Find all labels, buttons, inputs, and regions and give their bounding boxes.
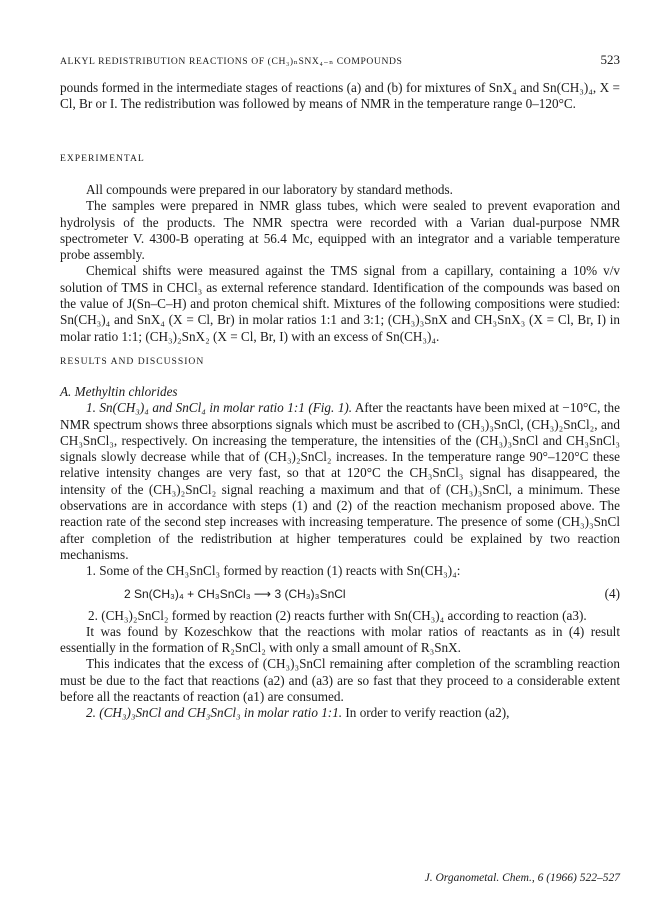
- running-header: [60, 54, 620, 70]
- experimental-paragraph-2: The samples were prepared in NMR glass tubes, which were sealed to prevent evaporation and hydrolysis of the products. The NMR spectra were recorded with a Varian dual-purpose NMR spectrometer V. 4300-B operating at 56.4 Mc, equipped with an integrator and a variable temperature probe assembly.: [60, 198, 620, 263]
- indicates-paragraph: This indicates that the excess of (CH₃)₃SnCl remaining after completion of the scrambling reaction must be due to the fact that reactions (a2) and (a3) are so fast that they proceed to a considerable extent before all the reactants of reaction (a1) are consumed.: [60, 656, 620, 705]
- mechanism-item-1: 1. Some of the CH₃SnCl₃ formed by reaction (1) reacts with Sn(CH₃)₄:: [86, 563, 461, 579]
- experimental-paragraph-1: All compounds were prepared in our laboratory by standard methods.: [86, 182, 453, 197]
- section-heading-results: RESULTS AND DISCUSSION: [60, 356, 205, 367]
- intro-paragraph: pounds formed in the intermediate stages of reactions (a) and (b) for mixtures of SnX₄ and Sn(CH₃)₄, X = Cl, Br or I. The redistribution was followed by means of NMR in the temperature range 0–120°C.: [60, 80, 620, 112]
- case-2-title: 2. (CH₃)₃SnCl and CH₃SnCl₃ in molar ratio 1:1.: [86, 705, 343, 721]
- case-1-title: 1. Sn(CH₃)₄ and SnCl₄ in molar ratio 1:1 (Fig. 1).: [86, 400, 353, 416]
- experimental-section: [60, 182, 620, 345]
- case-2-text: In order to verify reaction (a2),: [342, 705, 510, 721]
- equation-row: [60, 586, 620, 604]
- results-section: [60, 384, 620, 722]
- experimental-paragraph-3: Chemical shifts were measured against the TMS signal from a capillary, containing a 10% v/v solution of TMS in CHCl₃ as external reference standard. Identification of the compounds was based on the value of J(Sn–C–H) and proton chemical shift. Mixtures of the following compositions were studied: Sn(CH₃)₄ and SnX₄ (X = Cl, Br) in molar ratios 1:1 and 3:1; (CH₃)₃SnX and CH₃SnX₃ (X = Cl, Br, I) in molar ratio 1:1; (CH₃)₂SnX₂ (X = Cl, Br, I) with an excess of Sn(CH₃)₄.: [60, 263, 620, 344]
- subsection-heading: A. Methyltin chlorides: [60, 384, 178, 399]
- equation-number: (4): [604, 585, 620, 601]
- mechanism-item-2: 2. (CH₃)₂SnCl₂ formed by reaction (2) reacts further with Sn(CH₃)₄ according to reaction (a3).: [88, 607, 587, 623]
- page-number: 523: [600, 52, 620, 67]
- running-title: ALKYL REDISTRIBUTION REACTIONS OF (CH₃)ₙSNX₄₋ₙ COMPOUNDS: [60, 56, 403, 67]
- equation: 2 Sn(CH₃)₄ + CH₃SnCl₃ ⟶ 3 (CH₃)₃SnCl: [124, 586, 346, 601]
- case-1-text: After the reactants have been mixed at −10°C, the NMR spectrum shows three absorptions signals which must be ascribed to (CH₃)₃SnCl, (CH₃)₂SnCl₂, and CH₃SnCl₃, respectively. On increasing the temperature, the intensities of the (CH₃)₃SnCl and CH₃SnCl₃ signals slowly decrease while that of (CH₃)₂SnCl₂ increases. In the temperature range 90°–120°C these relative intensity changes are very fast, so that at 120°C the CH₃SnCl₃ signal has disappeared, the intensity of the (CH₃)₂SnCl₂ signal reaching a maximum and that of (CH₃)₃SnCl, a minimum. These observations are in accordance with steps (1) and (2) of the reaction mechanism proposed above. The reaction rate of the second step increases with increasing temperature. The presence of some (CH₃)₃SnCl after completion of the redistribution at higher temperatures could be explained by two reaction mechanisms.: [60, 400, 621, 562]
- results-paragraph-1: [60, 400, 620, 563]
- section-heading-experimental: EXPERIMENTAL: [60, 153, 145, 164]
- kozeschkow-paragraph: It was found by Kozeschkow that the reactions with molar ratios of reactants as in (4) result essentially in the formation of R₂SnCl₂ with only a small amount of R₃SnX.: [60, 623, 620, 656]
- results-paragraph-2: [60, 705, 620, 721]
- journal-citation-footer: J. Organometal. Chem., 6 (1966) 522–527: [424, 872, 620, 884]
- intro-paragraph-block: [60, 80, 620, 113]
